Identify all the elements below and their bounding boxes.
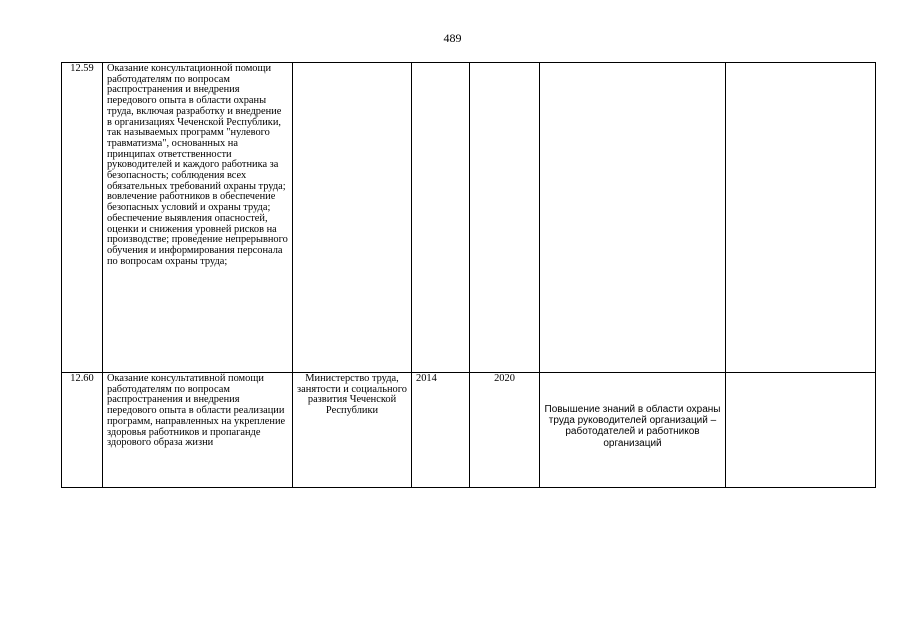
item-note xyxy=(726,373,876,488)
page-number: 489 xyxy=(443,31,462,45)
item-year-start: 2014 xyxy=(412,373,470,488)
item-result-text xyxy=(544,64,721,94)
item-result xyxy=(540,63,726,373)
item-note xyxy=(726,63,876,373)
item-description: Оказание консультативной помощи работодателям по вопросам распространения и внедрения передового опыта в области реализации программ, направленных на укрепление здоровья работников и пропаганде здорового образа жизни xyxy=(103,373,293,488)
item-year-end: 2020 xyxy=(470,373,540,488)
item-number: 12.59 xyxy=(62,63,103,373)
item-description: Оказание консультационной помощи работодателям по вопросам распространения и внедрения передового опыта в области охраны труда, включая разработку и внедрение в организациях Чеченской Республики, так называемых программ "нулевого травматизма", основанных на принципах ответственности руководителей и каждого работника за безопасность; соблюдения всех обязательных требований охраны труда; вовлечение работников в обеспечение безопасных условий и охраны труда; обеспечение выявления опасностей, оценки и снижения уровней рисков на производстве; проведение непрерывного обучения и информирования персонала по вопросам охраны труда; xyxy=(103,63,293,373)
item-year-end xyxy=(470,63,540,373)
measures-table xyxy=(61,62,876,488)
item-result-text: Повышение знаний в области охраны труда руководителей организаций – работодателей и работников организаций xyxy=(544,404,721,449)
item-result xyxy=(540,373,726,488)
table-row xyxy=(62,63,876,373)
item-number: 12.60 xyxy=(62,373,103,488)
item-executor xyxy=(293,63,412,373)
item-year-start xyxy=(412,63,470,373)
item-executor: Министерство труда, занятости и социального развития Чеченской Республики xyxy=(293,373,412,488)
table-row xyxy=(62,373,876,488)
